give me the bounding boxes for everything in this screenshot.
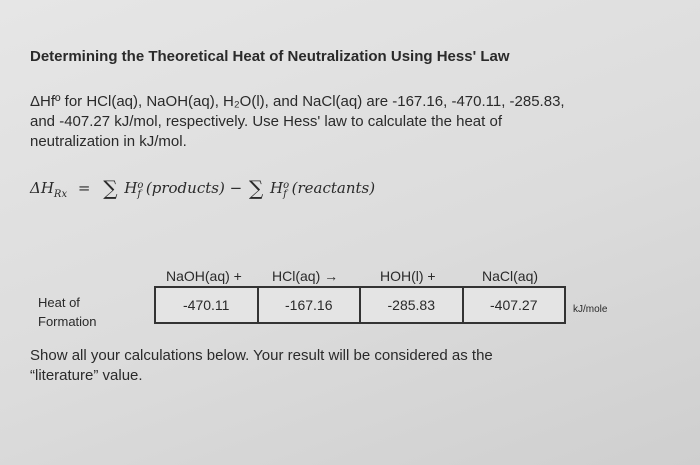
equation-sup-products: o: [137, 180, 144, 191]
equation-reactants-text: (reactants): [291, 179, 376, 197]
page-title: Determining the Theoretical Heat of Neutralization Using Hess' Law: [30, 48, 510, 65]
footer-line-2: “literature” value.: [30, 367, 143, 384]
problem-statement: [30, 92, 680, 152]
hess-law-equation: [30, 176, 375, 200]
problem-line-2: and -407.27 kJ/mol, respectively. Use Hess' law to calculate the heat of: [30, 113, 502, 130]
equation-h-reactants: H: [270, 179, 284, 197]
column-header-naoh: NaOH(aq) +: [166, 268, 242, 284]
units-label: kJ/mole: [573, 304, 608, 315]
problem-line-3: neutralization in kJ/mol.: [30, 133, 187, 150]
problem-line-1: ΔHfº for HCl(aq), NaOH(aq), H₂O(l), and NaCl(aq) are -167.16, -470.11, -285.83,: [30, 93, 565, 110]
heat-of-formation-table: [154, 286, 566, 324]
equation-lhs-subscript: Rx: [53, 189, 68, 200]
table-cell-hoh: -285.83: [361, 288, 464, 322]
equation-products-text: (products): [145, 179, 225, 197]
table-cell-naoh: -470.11: [156, 288, 259, 322]
equation-sup-reactants: o: [283, 180, 290, 191]
column-header-hoh: HOH(l) +: [380, 268, 436, 284]
table-cell-nacl: -407.27: [490, 297, 538, 313]
equation-equals: =: [77, 179, 91, 197]
column-header-hcl: HCl(aq) →: [272, 268, 339, 284]
equation-sub-reactants: f: [283, 189, 287, 200]
sigma-products: ∑: [103, 176, 118, 200]
equation-minus: −: [229, 179, 243, 197]
table-cell-hcl: -167.16: [259, 288, 362, 322]
row-label-line-1: Heat of: [38, 295, 80, 310]
footer-line-1: Show all your calculations below. Your result will be considered as the: [30, 347, 493, 364]
equation-h-products: H: [124, 179, 138, 197]
column-header-nacl: NaCl(aq): [482, 268, 539, 284]
row-label-line-2: Formation: [38, 314, 97, 329]
row-label-heat-of-formation: [38, 293, 97, 331]
instructions-footer: [30, 346, 650, 386]
equation-sub-products: f: [137, 189, 142, 200]
equation-lhs: ΔH: [30, 179, 54, 197]
sigma-reactants: ∑: [248, 176, 264, 200]
